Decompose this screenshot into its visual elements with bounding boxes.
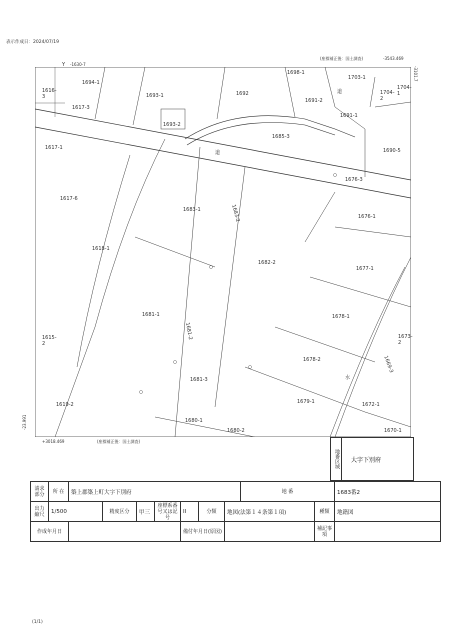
- created-value: [69, 522, 181, 542]
- scale-value: 1/500: [49, 502, 103, 522]
- accuracy-label: 精度区分: [103, 502, 137, 522]
- parcel-label: 1682-2: [258, 260, 276, 266]
- parcel-label: 1681-1: [142, 312, 160, 318]
- coord-right-vertical: -3101.7: [413, 66, 418, 82]
- water-channel: [335, 257, 411, 437]
- parcel-label: 1685-3: [272, 134, 290, 140]
- parcel-label: 1683-2: [230, 204, 241, 223]
- parcel-label: 1673-2: [398, 334, 413, 346]
- recorded-label: 備付年月日(原図): [181, 522, 225, 542]
- parcel-label: 1619-2: [56, 402, 74, 408]
- parcel-label: 1676-3: [345, 177, 363, 183]
- locator-label: 地番区域: [331, 438, 342, 480]
- parcel-label: 1704-1: [397, 85, 412, 97]
- parcel-label: 1698-1: [287, 70, 305, 76]
- parcel-label: 1692: [236, 91, 249, 97]
- parcel-label: 1691-2: [305, 98, 323, 104]
- supplement-label: 補記事項: [315, 522, 335, 542]
- parcel-label: 1669-3: [382, 355, 395, 374]
- location-value: 築上郡築上町大字下別府: [69, 482, 241, 502]
- parcel-label: 1678-1: [332, 314, 350, 320]
- parcel-label: 1679-1: [297, 399, 315, 405]
- north-marker: Y: [62, 62, 66, 68]
- coord-label: 座標系番号又は記号: [155, 502, 181, 522]
- print-date: 表示作成日：2024/07/19: [6, 40, 59, 45]
- recorded-value: [225, 522, 315, 542]
- cadastral-map: [35, 67, 411, 437]
- parcel-label: 1615-2: [42, 335, 57, 347]
- parcel-label: 1617-6: [60, 196, 78, 202]
- info-table: [30, 481, 441, 542]
- parcel-label: 1677-1: [356, 266, 374, 272]
- parcel-label: 1618-1: [92, 246, 110, 252]
- supplement-value: [335, 522, 441, 542]
- accuracy-value: 甲三: [137, 502, 155, 522]
- parcel-label: 1704-2: [380, 90, 395, 102]
- map-svg: [35, 67, 411, 437]
- parcel-label: 1678-2: [303, 357, 321, 363]
- locator-value: 大字下別府: [351, 457, 382, 464]
- parcel-label: 1617-3: [72, 105, 90, 111]
- label-bottom: (座標補正後：国土調査): [97, 439, 141, 444]
- parcel-label: 1693-2: [163, 122, 181, 128]
- coord-top-right: -3543.469: [383, 56, 404, 61]
- parcel-label: 1690-5: [383, 148, 401, 154]
- page-number: (1/1): [32, 620, 43, 625]
- parcel-label: 1680-2: [227, 428, 245, 434]
- location-label: 所 在: [49, 482, 69, 502]
- label-top: (座標補正後：国土調査): [320, 56, 364, 61]
- coord-bottom-left: +3018.469: [42, 439, 65, 444]
- parcel-label: 1670-1: [384, 428, 402, 434]
- kind-value: 地籍図: [335, 502, 441, 522]
- parcel-label: 1617-1: [45, 145, 63, 151]
- road-edge-top: [35, 109, 411, 180]
- kind-label: 種類: [315, 502, 335, 522]
- parcel-label: 1680-1: [185, 418, 203, 424]
- coord-left-vertical: -23.991: [22, 414, 27, 430]
- locator-box: [330, 437, 414, 481]
- water-label: 水: [345, 375, 351, 381]
- road-label: 道: [215, 150, 221, 156]
- parcel-label: 1616-3: [42, 88, 57, 100]
- parcel-label: 1693-1: [146, 93, 164, 99]
- parcel-label: 1694-1: [82, 80, 100, 86]
- lot-label: 地 番: [241, 482, 335, 502]
- parcel-label: 1691-1: [340, 113, 358, 119]
- curved-road: [185, 116, 355, 139]
- parcel-label: 1681-2: [184, 322, 194, 341]
- map-frame: [35, 67, 411, 437]
- road-edge-bottom: [35, 127, 411, 198]
- coord-value: II: [181, 502, 199, 522]
- lot-value: 1683番2: [335, 482, 441, 502]
- applicant-label: 請求部分: [31, 482, 49, 502]
- type-value: 地図(法第１４条第１項): [225, 502, 315, 522]
- parcel-label: 1703-1: [348, 75, 366, 81]
- road-label-2: 道: [337, 89, 343, 95]
- parcel-label: 1683-1: [183, 207, 201, 213]
- created-label: 作成年月日: [31, 522, 69, 542]
- type-label: 分類: [199, 502, 225, 522]
- parcel-label: 1676-1: [358, 214, 376, 220]
- coord-top-left: -1630-7: [70, 62, 86, 67]
- parcel-label: 1672-1: [362, 402, 380, 408]
- scale-label: 出力縮尺: [31, 502, 49, 522]
- parcel-label: 1681-3: [190, 377, 208, 383]
